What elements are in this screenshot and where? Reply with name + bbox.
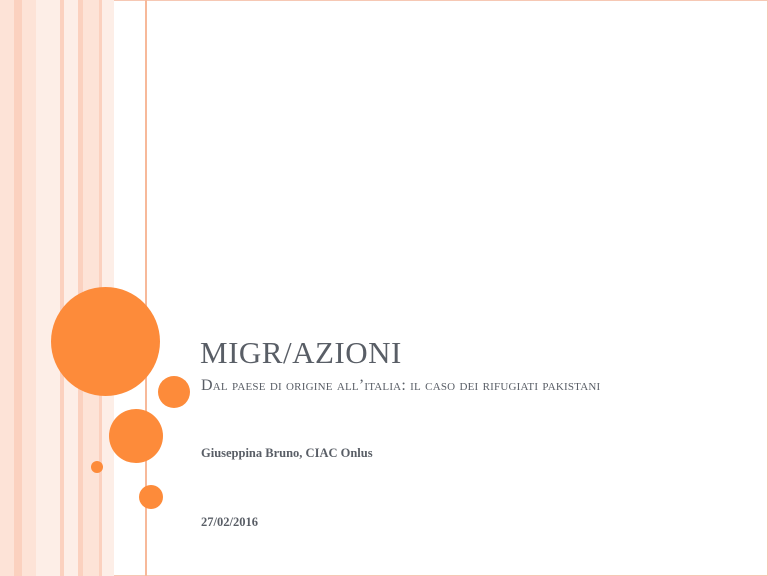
slide-title: MIGR/AZIONI — [200, 335, 402, 370]
decorative-circle-tiny — [91, 461, 103, 473]
stripe — [22, 0, 36, 576]
stripe — [0, 0, 14, 576]
stripe — [64, 0, 78, 576]
author-line: Giuseppina Bruno, CIAC Onlus — [201, 446, 373, 460]
decorative-circle-large — [51, 287, 160, 396]
slide-subtitle: Dal paese di origine all’italia: il caso dei rifugiati pakistani — [201, 377, 601, 394]
decorative-circle-small — [158, 376, 190, 408]
decorative-circle-medium — [109, 409, 163, 463]
stripe — [14, 0, 22, 576]
decorative-circle-small — [139, 485, 163, 509]
stripe — [36, 0, 60, 576]
date-line: 27/02/2016 — [201, 515, 258, 529]
